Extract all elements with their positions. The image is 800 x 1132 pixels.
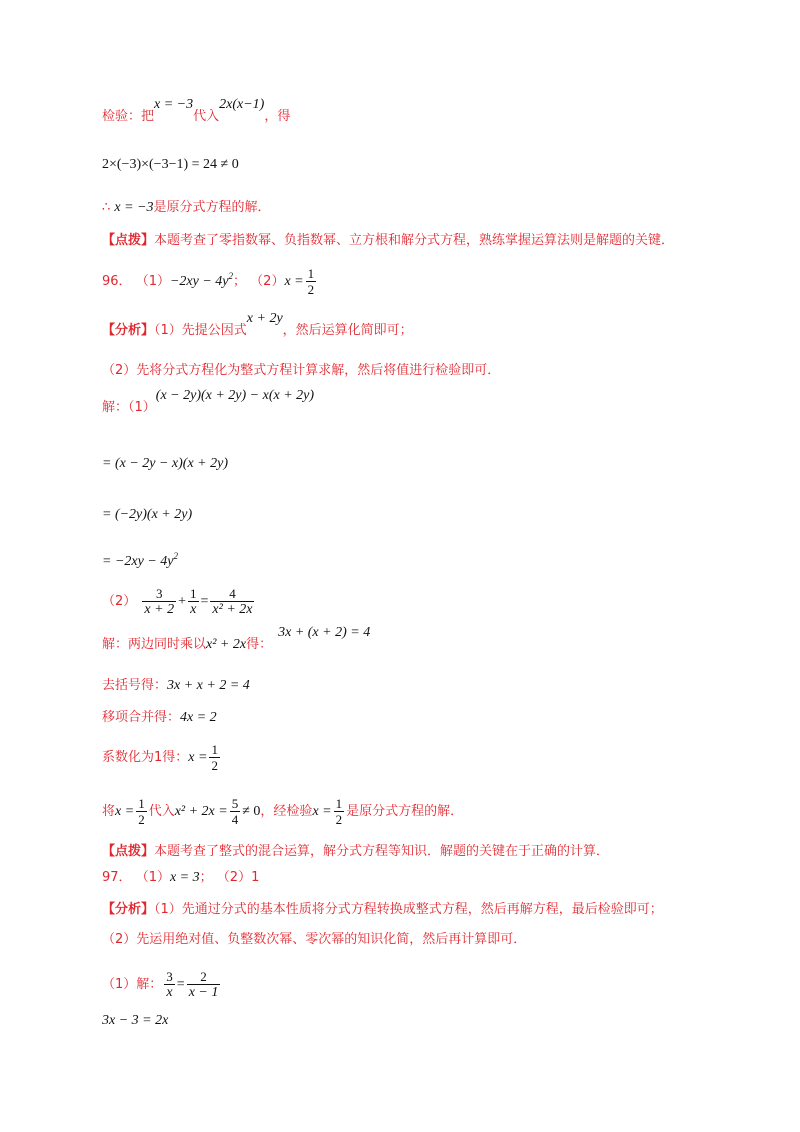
q96-step-1 — [102, 625, 371, 654]
q96-solution-line-1 — [102, 388, 315, 417]
fraction-five-quarters — [230, 796, 241, 827]
check-expression: x² + 2x = — [174, 804, 228, 819]
equals-sign: = — [200, 594, 209, 609]
step-expression: 4x = 2 — [180, 710, 217, 725]
fraction-4-over-x2-plus-2x — [210, 586, 254, 617]
step-text: 系数化为1得： — [102, 750, 189, 765]
check-lhs: x = — [312, 804, 332, 819]
q96-part1-exponent: 2 — [228, 271, 234, 281]
fraction-one-half — [209, 742, 220, 773]
fraction-numerator: 1 — [138, 796, 145, 811]
step-expression: 3x + (x + 2) = 4 — [278, 625, 371, 640]
fraction-one-half — [136, 796, 147, 827]
note-label: 【点拨】 — [102, 844, 155, 859]
fraction-denominator: x² + 2x — [212, 602, 253, 617]
check-line-1 — [102, 97, 291, 126]
q96-check-line — [102, 796, 463, 827]
fraction-3-over-x — [164, 969, 175, 1000]
fraction-denominator: 4 — [231, 812, 239, 827]
check-tail: ，得 — [264, 109, 291, 124]
fraction-numerator: 5 — [231, 796, 239, 811]
q97-part1-label: （1） — [135, 870, 170, 885]
part2-label: （2） — [102, 594, 137, 609]
q97-part1-answer: x = 3 — [169, 870, 200, 885]
q96-part2-lhs: x = — [284, 274, 304, 289]
not-equal-zero: ≠ 0 — [242, 804, 261, 819]
fraction-denominator: x − 1 — [188, 985, 219, 1000]
fraction-denominator: x — [190, 602, 197, 617]
q96-number: 96． — [102, 274, 132, 289]
note-text: 本题考查了零指数幂、负指数幂、立方根和解分式方程，熟练掌握运算法则是解题的关键． — [154, 233, 675, 248]
note-line-96 — [102, 843, 609, 861]
fraction-denominator: 2 — [211, 758, 218, 773]
check-lhs: x = — [115, 804, 135, 819]
q96-part2-equation — [102, 586, 256, 617]
fraction-one-half — [334, 796, 345, 827]
fraction-numerator: 3 — [142, 586, 176, 602]
separator: ； — [233, 274, 247, 289]
analysis-text: （1）先提公因式 — [154, 323, 247, 338]
q97-analysis-line-2: （2）先运用绝对值、负整数次幂、零次幂的知识化简，然后再计算即可． — [102, 932, 527, 947]
equals-sign: = — [176, 977, 185, 992]
q96-answer-line — [102, 266, 318, 297]
q97-part2-answer: （2）1 — [216, 870, 260, 885]
fraction-denominator: x — [166, 985, 173, 1000]
note-text: 本题考查了整式的混合运算，解分式方程等知识．解题的关键在于正确的计算． — [154, 844, 610, 859]
fraction-3-over-x-plus-2 — [142, 586, 176, 617]
therefore-symbol: ∴ — [102, 200, 111, 215]
check-line-2: 2×(−3)×(−3−1) = 24 ≠ 0 — [102, 157, 239, 172]
q96-step-3 — [102, 709, 217, 727]
separator: ； — [199, 870, 213, 885]
step-tail: 得： — [246, 637, 273, 652]
q96-solution-line-2: = (x − 2y − x)(x + 2y) — [102, 456, 229, 471]
fraction-2-over-x-minus-1 — [187, 969, 221, 1000]
fraction-denominator: 2 — [138, 812, 145, 827]
q96-part1-label: （1） — [135, 274, 170, 289]
fraction-numerator: 1 — [190, 586, 197, 601]
note-label: 【点拨】 — [102, 233, 155, 248]
analysis-label: 【分析】 — [102, 902, 155, 917]
fraction-numerator: 2 — [187, 969, 221, 985]
q97-number: 97． — [102, 870, 132, 885]
analysis-text: （1）先通过分式的基本性质将分式方程转换成整式方程，然后再解方程，最后检验即可； — [154, 902, 663, 917]
check-text: 将 — [102, 804, 116, 819]
substitute-word: 代入 — [193, 109, 220, 124]
q96-solution-line-4 — [102, 547, 178, 571]
step-text: 解：两边同时乘以 — [102, 637, 207, 652]
q96-step-2 — [102, 677, 250, 695]
solution-label: 解：（1） — [102, 400, 156, 415]
solution-expression: (x − 2y)(x + 2y) − x(x + 2y) — [155, 388, 315, 403]
q97-analysis-line-1 — [102, 901, 663, 919]
fraction-denominator: x + 2 — [144, 602, 175, 617]
q96-analysis-line-1 — [102, 311, 413, 340]
fraction-numerator: 1 — [211, 742, 218, 757]
step-lhs: x = — [188, 750, 208, 765]
conclusion-text: 是原分式方程的解． — [153, 200, 271, 215]
q96-analysis-line-2: （2）先将分式方程化为整式方程计算求解，然后将值进行检验即可． — [102, 363, 501, 378]
check-label: 检验：把 — [102, 109, 155, 124]
conclusion-expr: x = −3 — [114, 200, 154, 215]
q96-part2-fraction — [306, 266, 317, 297]
analysis-tail: ，然后运算化简即可； — [282, 323, 413, 338]
analysis-label: 【分析】 — [102, 323, 155, 338]
check-x-value: x = −3 — [154, 97, 194, 112]
q97-answer-line — [102, 869, 259, 887]
q96-step-4 — [102, 742, 222, 773]
check-line-3 — [102, 199, 271, 217]
q96-part1-answer: −2xy − 4y — [169, 274, 229, 289]
analysis-expression: x + 2y — [246, 311, 283, 326]
fraction-numerator: 1 — [335, 796, 343, 811]
note-line-95 — [102, 232, 674, 250]
fraction-denominator: 2 — [335, 812, 343, 827]
q96-part2-label: （2） — [250, 274, 285, 289]
fraction-denominator: 2 — [307, 282, 315, 297]
step-expression: 3x + x + 2 = 4 — [167, 678, 250, 693]
q97-solution-line-2: 3x − 3 = 2x — [102, 1013, 169, 1028]
check-text: 是原分式方程的解． — [346, 804, 464, 819]
step-multiplier: x² + 2x — [206, 637, 247, 652]
fraction-1-over-x — [188, 586, 199, 617]
fraction-numerator: 1 — [307, 266, 315, 281]
plus-sign: + — [178, 594, 186, 609]
solution-label: （1）解： — [102, 977, 163, 992]
fraction-numerator: 4 — [210, 586, 254, 602]
q97-solution-line-1 — [102, 969, 222, 1000]
fraction-numerator: 3 — [166, 969, 173, 984]
check-text: ，经检验 — [260, 804, 313, 819]
solution-result: = −2xy − 4y — [102, 554, 174, 569]
solution-exponent: 2 — [173, 551, 178, 561]
check-text: 代入 — [148, 804, 175, 819]
step-text: 移项合并得： — [102, 710, 181, 725]
q96-solution-line-3: = (−2y)(x + 2y) — [102, 507, 193, 522]
check-expression: 2x(x−1) — [219, 97, 265, 112]
step-text: 去括号得： — [102, 678, 168, 693]
